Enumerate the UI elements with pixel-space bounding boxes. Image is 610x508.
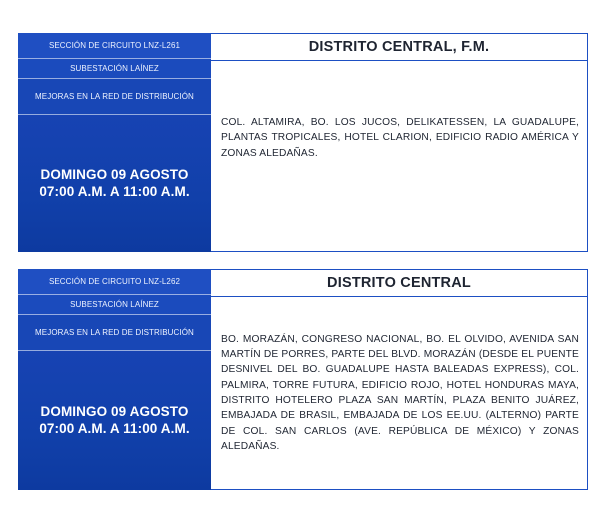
schedule-block (18, 115, 211, 252)
outage-card-2 (18, 269, 588, 490)
circuit-section-label: SECCIÓN DE CIRCUITO LNZ-L262 (18, 269, 211, 295)
outage-time: 07:00 A.M. A 11:00 A.M. (39, 420, 190, 436)
outage-info-panel (18, 269, 211, 490)
affected-areas-text: BO. MORAZÁN, CONGRESO NACIONAL, BO. EL OLVIDO, AVENIDA SAN MARTÍN DE PORRES, PARTE DEL BLVD. MORAZÁN (DESDE EL PUENTE DESNIVEL DEL BO. GUADALUPE HASTA BALEADAS EXPRESS), COL. PALMIRA, TORRE FUTURA, EDIFICIO ROJO, HOTEL HONDURAS MAYA, DISTRITO HOTELERO PLAZA SAN MARTÍN, PLAZA BENITO JUÁREZ, EMBAJADA DE BRASIL, EMBAJADA DE LOS EE.UU. (ALTERNO) PARTE DE COL. SAN CARLOS (AVE. REPÚBLICA DE MÉXICO) Y ZONAS ALEDAÑAS. (221, 333, 579, 452)
outage-date: DOMINGO 09 AGOSTO (40, 404, 189, 420)
work-reason-label: MEJORAS EN LA RED DE DISTRIBUCIÓN (18, 315, 211, 351)
outage-time: 07:00 A.M. A 11:00 A.M. (39, 183, 190, 199)
affected-areas-panel (211, 33, 588, 252)
affected-areas-text: COL. ALTAMIRA, BO. LOS JUCOS, DELIKATESSEN, LA GUADALUPE, PLANTAS TROPICALES, HOTEL CLARION, EDIFICIO RADIO AMÉRICA Y ZONAS ALEDAÑAS. (221, 117, 579, 159)
affected-areas-panel (211, 269, 588, 490)
outage-info-panel (18, 33, 211, 252)
substation-label: SUBESTACIÓN LAÍNEZ (18, 59, 211, 79)
outage-date: DOMINGO 09 AGOSTO (40, 167, 189, 183)
district-title: DISTRITO CENTRAL (211, 270, 587, 297)
work-reason-label: MEJORAS EN LA RED DE DISTRIBUCIÓN (18, 79, 211, 115)
schedule-block (18, 351, 211, 490)
district-title: DISTRITO CENTRAL, F.M. (211, 34, 587, 61)
outage-card-1 (18, 33, 588, 252)
circuit-section-label: SECCIÓN DE CIRCUITO LNZ-L261 (18, 33, 211, 59)
substation-label: SUBESTACIÓN LAÍNEZ (18, 295, 211, 315)
